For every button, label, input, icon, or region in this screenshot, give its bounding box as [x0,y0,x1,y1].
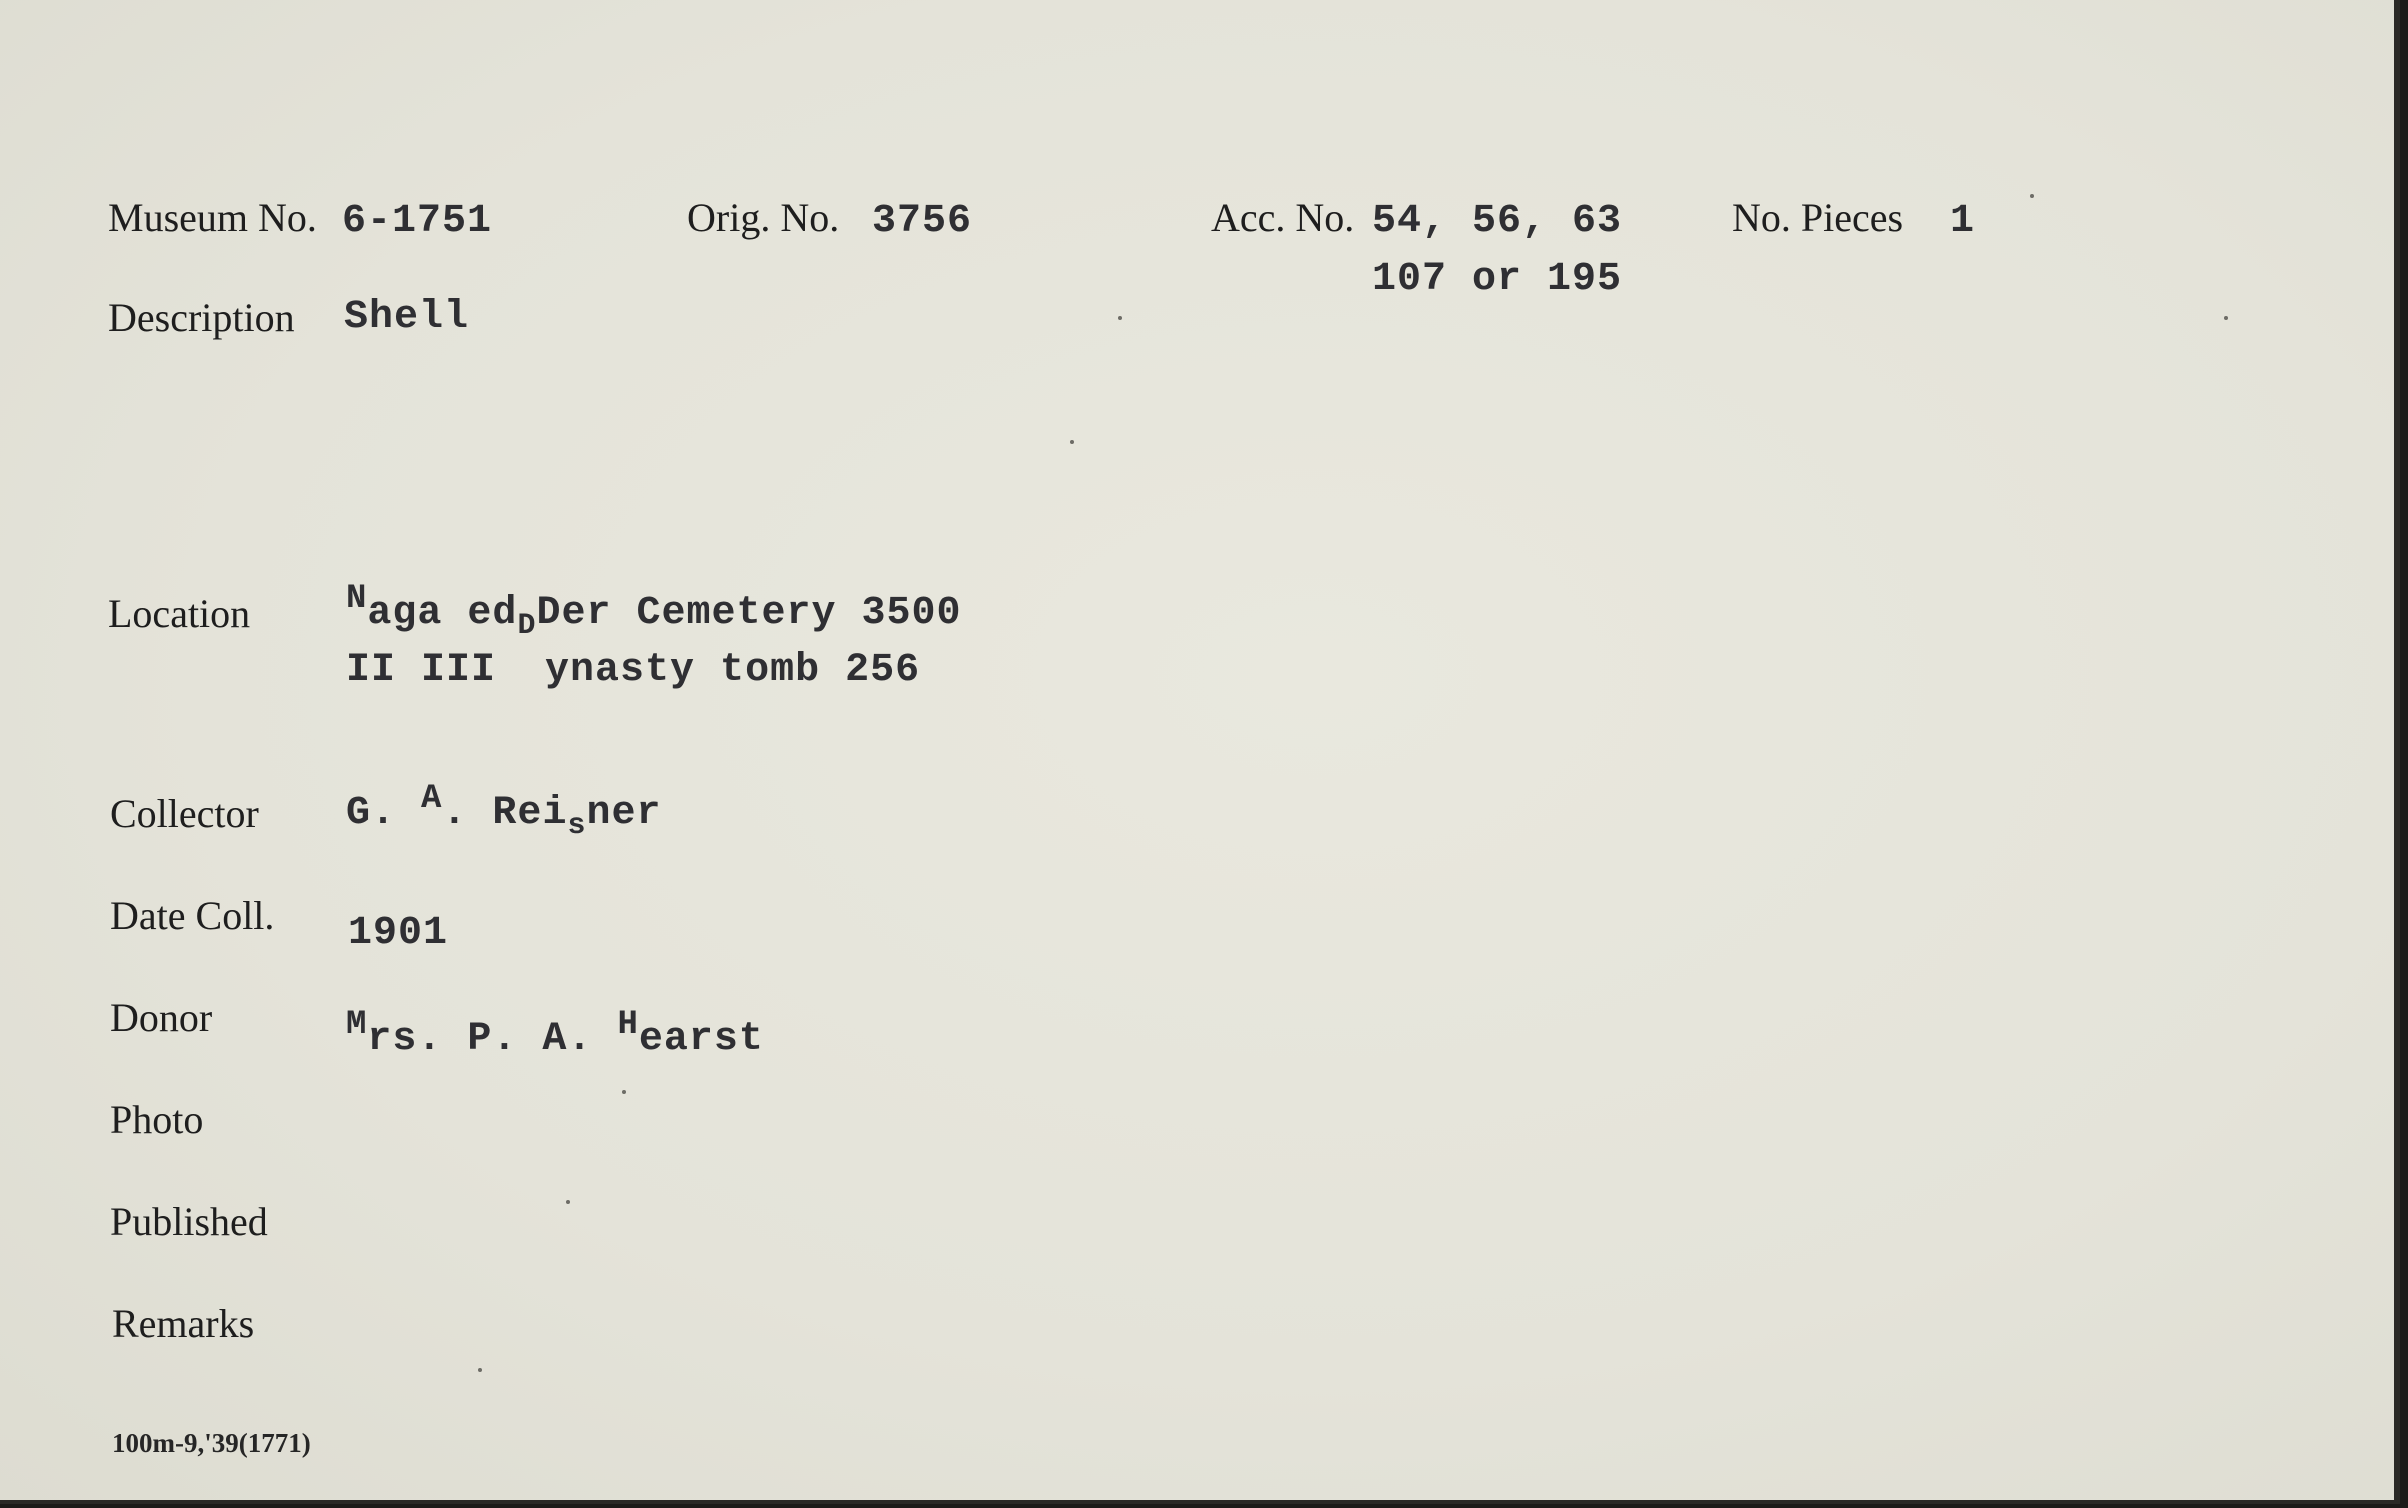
location-line2-b: ynasty tomb 256 [545,648,921,693]
description-label: Description [108,295,295,340]
collector-insert: s [567,809,587,843]
paper-speck [1118,316,1122,320]
museum-no-label: Museum No. [108,195,317,240]
paper-speck [478,1368,482,1372]
published-label: Published [110,1199,268,1244]
acc-no-value-line1: 54, 56, 63 [1372,199,1623,244]
paper-speck [622,1090,626,1094]
acc-no-value-line2: 107 or 195 [1372,257,1623,302]
print-code: 100m-9,'39(1771) [112,1428,311,1458]
paper-speck [2224,316,2228,320]
orig-no-label: Orig. No. [687,195,840,240]
location-text-a: aga ed [367,591,518,636]
collector-part3: ner [586,791,662,836]
remarks-label: Remarks [112,1301,255,1346]
no-pieces-label: No. Pieces [1732,195,1904,240]
donor-initial-2: H [617,1006,639,1044]
donor-value [346,1006,764,1062]
collector-part1: G. [346,791,422,836]
acc-no-label: Acc. No. [1211,195,1355,240]
location-value-line2 [346,648,921,693]
location-initial: N [346,580,368,618]
description-value: Shell [344,295,470,340]
collector-initial: A [421,780,443,818]
location-text-b: Der Cemetery 3500 [536,591,962,636]
location-value-line1 [346,580,962,643]
photo-label: Photo [110,1097,204,1142]
location-label: Location [108,591,251,636]
no-pieces-value: 1 [1950,199,1976,244]
location-insert: D [517,609,537,643]
paper-speck [2030,194,2034,198]
collector-part2: . Rei [442,791,568,836]
paper-speck [566,1200,570,1204]
date-coll-value: 1901 [348,911,449,956]
location-line2-a: II III [346,648,522,693]
donor-part2: earst [638,1017,764,1062]
collector-label: Collector [110,791,259,836]
museum-no-value: 6-1751 [342,199,493,244]
donor-part1: rs. P. A. [367,1017,618,1062]
donor-label: Donor [110,995,213,1040]
paper-speck [1070,440,1074,444]
collector-value [346,780,662,843]
date-coll-label: Date Coll. [110,893,275,938]
donor-initial-1: M [346,1006,368,1044]
orig-no-value: 3756 [872,199,973,244]
